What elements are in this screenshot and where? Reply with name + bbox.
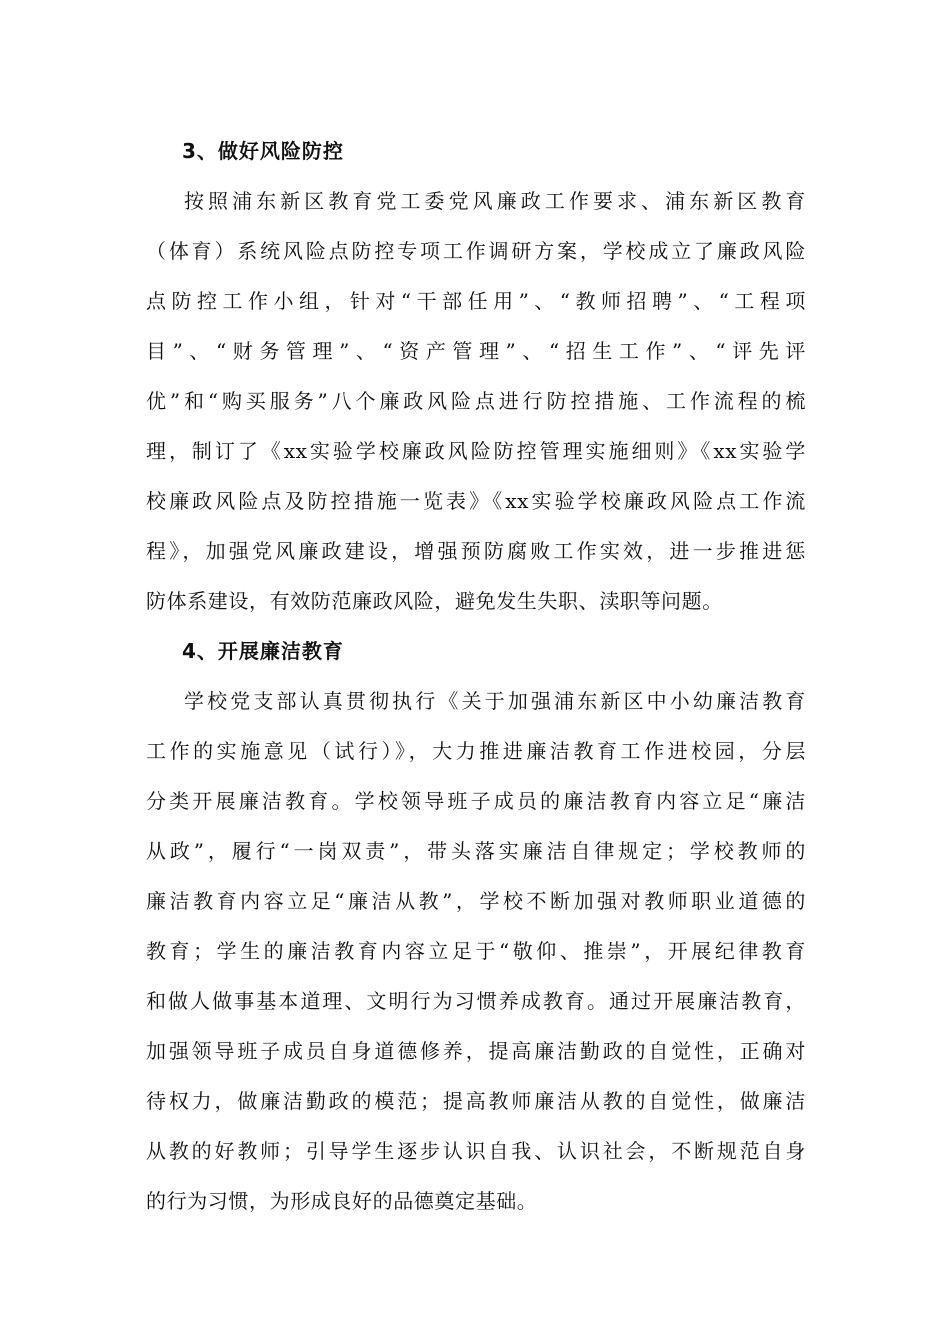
- paragraph-line: 加强领导班子成员自身道德修养，提高廉洁勤政的自觉性，正确对: [146, 1039, 806, 1063]
- paragraph-line: 优”和“购买服务”八个廉政风险点进行防控措施、工作流程的梳: [146, 389, 806, 413]
- paragraph-line: 理，制订了《xx实验学校廉政风险防控管理实施细则》《xx实验学: [146, 439, 806, 463]
- paragraph-line: 待权力，做廉洁勤政的模范；提高教师廉洁从教的自觉性，做廉洁: [146, 1089, 806, 1113]
- document-body: [146, 126, 806, 1226]
- paragraph-line: 的行为习惯，为形成良好的品德奠定基础。: [146, 1189, 538, 1213]
- paragraph-line: 校廉政风险点及防控措施一览表》《xx实验学校廉政风险点工作流: [146, 489, 806, 513]
- paragraph-risk-control: [146, 176, 806, 626]
- paragraph-line: 分类开展廉洁教育。学校领导班子成员的廉洁教育内容立足“廉洁: [146, 789, 806, 813]
- paragraph-line: 学校党支部认真贯彻执行《关于加强浦东新区中小幼廉洁教育: [184, 689, 806, 713]
- paragraph-line: 和做人做事基本道理、文明行为习惯养成教育。通过开展廉洁教育，: [146, 989, 806, 1013]
- paragraph-line: 防体系建设，有效防范廉政风险，避免发生失职、渎职等问题。: [146, 589, 723, 613]
- paragraph-integrity-education: [146, 676, 806, 1226]
- paragraph-line: （体育）系统风险点防控专项工作调研方案，学校成立了廉政风险: [146, 239, 806, 263]
- paragraph-line: 点防控工作小组，针对“干部任用”、“教师招聘”、“工程项: [146, 289, 806, 313]
- paragraph-line: 工作的实施意见（试行）》，大力推进廉洁教育工作进校园，分层: [146, 739, 806, 763]
- paragraph-line: 廉洁教育内容立足“廉洁从教”，学校不断加强对教师职业道德的: [146, 889, 806, 913]
- paragraph-line: 按照浦东新区教育党工委党风廉政工作要求、浦东新区教育: [184, 189, 806, 213]
- paragraph-line: 程》，加强党风廉政建设，增强预防腐败工作实效，进一步推进惩: [146, 539, 806, 563]
- paragraph-line: 教育；学生的廉洁教育内容立足于“敬仰、推崇”，开展纪律教育: [146, 939, 806, 963]
- section-heading-risk-control: 3、做好风险防控: [182, 139, 344, 163]
- paragraph-line: 从教的好教师；引导学生逐步认识自我、认识社会，不断规范自身: [146, 1139, 806, 1163]
- paragraph-line: 从政”，履行“一岗双责”，带头落实廉洁自律规定；学校教师的: [146, 839, 806, 863]
- paragraph-line: 目”、“财务管理”、“资产管理”、“招生工作”、“评先评: [146, 339, 806, 363]
- section-heading-integrity-education: 4、开展廉洁教育: [182, 639, 344, 663]
